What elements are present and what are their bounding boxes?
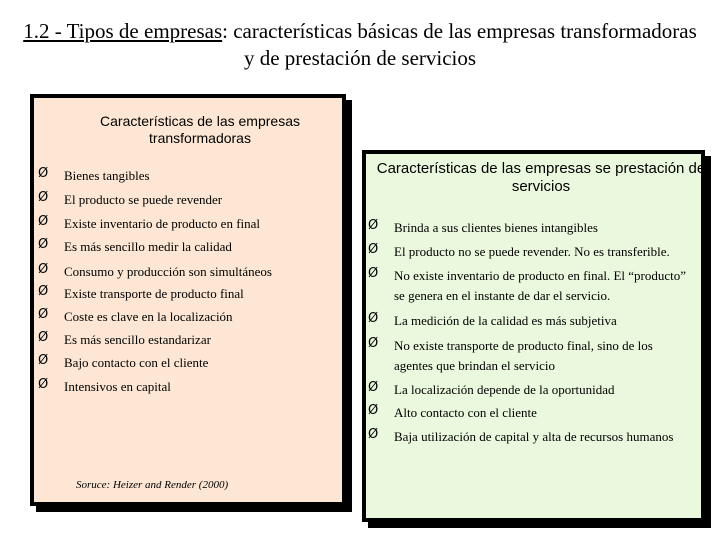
arrow-bullet-icon: Ø <box>368 403 379 418</box>
left-heading: Características de las empresas transformadoras <box>100 113 300 146</box>
arrow-bullet-icon: Ø <box>368 336 379 351</box>
arrow-bullet-icon: Ø <box>38 166 49 181</box>
arrow-bullet-icon: Ø <box>368 266 379 281</box>
arrow-bullet-icon: Ø <box>38 377 49 392</box>
source-citation: Soruce: Heizer and Render (2000) <box>76 479 229 491</box>
arrow-bullet-icon: Ø <box>38 307 49 322</box>
title-rest: : características básicas de las empresas transformadoras y de prestación de servicios <box>222 19 697 70</box>
arrow-bullet-icon: Ø <box>38 262 49 277</box>
arrow-bullet-icon: Ø <box>38 330 49 345</box>
arrow-bullet-icon: Ø <box>38 237 49 252</box>
title-underlined: 1.2 - Tipos de empresas <box>23 19 223 43</box>
arrow-bullet-icon: Ø <box>38 190 49 205</box>
arrow-bullet-icon: Ø <box>368 311 379 326</box>
arrow-bullet-icon: Ø <box>38 353 49 368</box>
slide-title <box>20 18 700 72</box>
arrow-bullet-icon: Ø <box>368 427 379 442</box>
right-heading: Características de las empresas se prestación de servicios <box>376 160 706 195</box>
arrow-bullet-icon: Ø <box>368 242 379 257</box>
arrow-bullet-icon: Ø <box>38 284 49 299</box>
arrow-bullet-icon: Ø <box>38 214 49 229</box>
arrow-bullet-icon: Ø <box>368 380 379 395</box>
arrow-bullet-icon: Ø <box>368 218 379 233</box>
